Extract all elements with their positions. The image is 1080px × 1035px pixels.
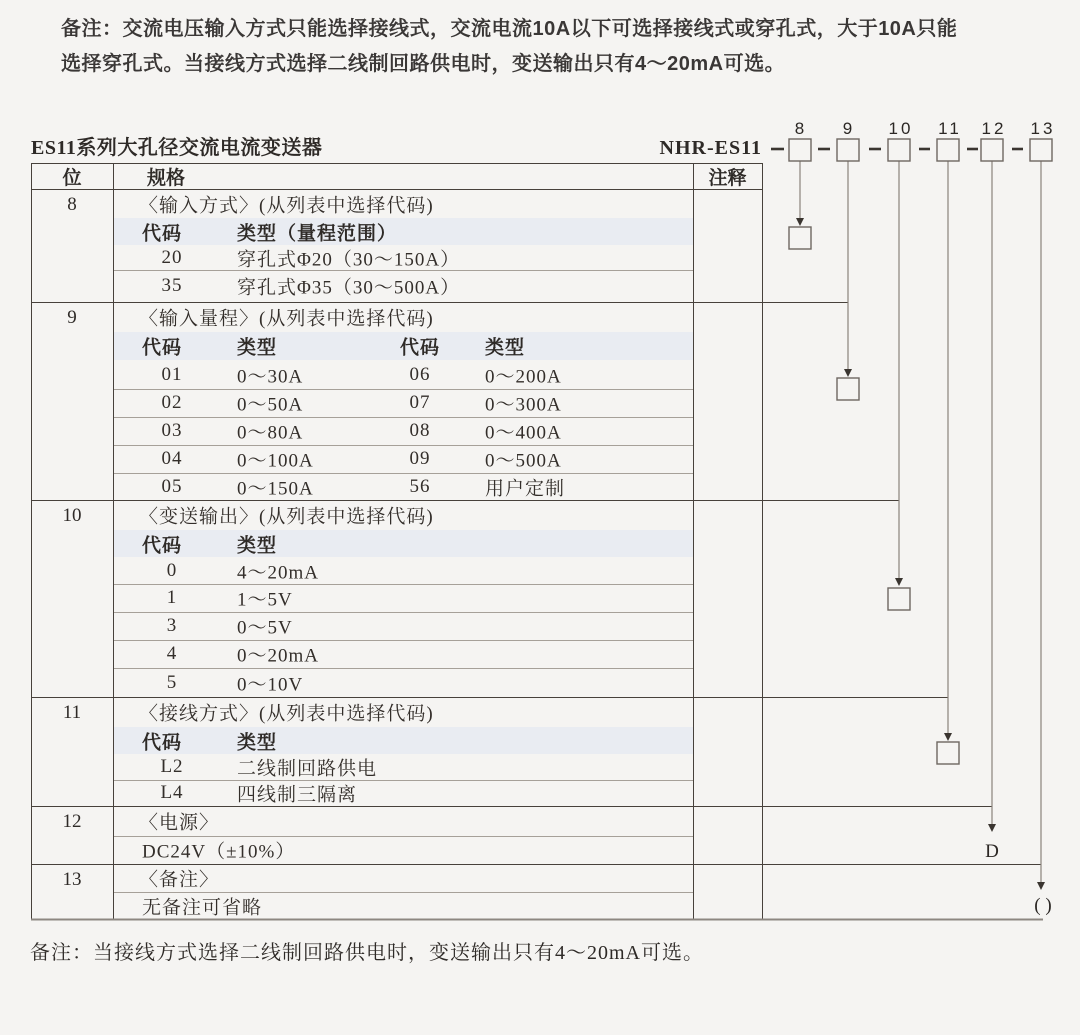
digit-label-13: 13 [1030, 119, 1056, 138]
type-cell: 0～500A [485, 450, 562, 472]
top-note [61, 12, 1051, 82]
type-cell: 0～400A [485, 422, 562, 444]
type-cell: 0～20mA [237, 645, 320, 667]
digit-label-9: 9 [842, 119, 856, 138]
model-code: NHR-ES11 [659, 137, 762, 159]
position-number: 12 [62, 811, 82, 832]
subheader-type: 类型 [237, 535, 278, 556]
type-cell: 0～200A [485, 366, 562, 387]
code-cell: 35 [161, 275, 183, 296]
code-row [113, 270, 693, 302]
code-row [113, 754, 693, 780]
series-title: ES11系列大孔径交流电流变送器 [31, 137, 323, 159]
code-row [113, 389, 693, 417]
type-cell: 0～80A [237, 422, 304, 444]
subheader-code: 代码 [142, 337, 183, 359]
value-cell: 无备注可省略 [142, 897, 263, 918]
block-title-text: 〈输入方式〉(从列表中选择代码) [139, 195, 434, 216]
top-note-line2: 选择穿孔式。当接线方式选择二线制回路供电时，变送输出只有4～20mA可选。 [61, 53, 786, 75]
type-cell: 0～50A [237, 394, 304, 416]
block-title [113, 500, 693, 530]
type-cell: 4～20mA [237, 562, 320, 583]
code-cell: 56 [409, 475, 431, 497]
block-title-text: 〈变送输出〉(从列表中选择代码) [139, 506, 434, 528]
type-cell: 0～5V [237, 617, 293, 639]
table-block-12 [31, 806, 693, 864]
table-block-13 [31, 864, 693, 919]
code-row [113, 417, 693, 445]
code-boxes [789, 139, 1052, 764]
code-cell: 07 [409, 392, 431, 413]
code-cell: 3 [166, 615, 178, 636]
code-row [113, 445, 693, 473]
digit-label-10: 10 [888, 119, 914, 138]
title-row [31, 134, 762, 160]
arrowheads [796, 218, 1045, 890]
type-cell: 0～150A [237, 478, 314, 499]
code-box-11 [937, 139, 959, 161]
value-row [113, 836, 693, 864]
code-row [113, 473, 693, 500]
subheader-type: 类型（量程范围） [237, 223, 398, 244]
code-box-8 [789, 139, 811, 161]
code-cell: 4 [166, 643, 178, 664]
value-row [113, 892, 693, 919]
bottom-note: 备注：当接线方式选择二线制回路供电时，变送输出只有4～20mA可选。 [30, 942, 704, 964]
position-number: 13 [62, 869, 82, 890]
code-box-13 [1030, 139, 1052, 161]
type-cell: 二线制回路供电 [237, 758, 378, 780]
power-code-letter: D [985, 841, 999, 862]
subheader-type: 类型 [237, 337, 278, 359]
block-title-text: 〈备注〉 [139, 869, 220, 891]
code-cell: 04 [161, 448, 183, 469]
type-cell: 四线制三隔离 [237, 784, 358, 806]
code-row [113, 360, 693, 389]
type-cell: 0～300A [485, 394, 562, 416]
top-note-line1: 备注：交流电压输入方式只能选择接线式，交流电流10A以下可选择接线式或穿孔式，大于10A只能 [61, 18, 958, 40]
type-cell: 0～100A [237, 450, 314, 472]
subheader-code: 代码 [142, 732, 183, 753]
code-cell: 01 [161, 363, 183, 385]
code-cell: 5 [166, 671, 178, 693]
selection-box-11 [937, 742, 959, 764]
block-title-text: 〈输入量程〉(从列表中选择代码) [139, 308, 434, 330]
code-cell: 05 [161, 475, 183, 497]
code-row [113, 245, 693, 270]
code-row [113, 780, 693, 806]
code-cell: 0 [166, 559, 178, 581]
subheader-code: 代码 [142, 535, 183, 556]
subheader-type: 类型 [485, 337, 526, 359]
digit-label-12: 12 [981, 119, 1007, 138]
code-box-9 [837, 139, 859, 161]
table-block-8 [31, 189, 693, 302]
code-subheader [113, 218, 693, 245]
code-row [113, 557, 693, 584]
block-title [113, 864, 693, 892]
block-title [113, 302, 693, 332]
column-header-note: 注释 [708, 167, 747, 189]
column-header-position: 位 [62, 167, 82, 189]
block-title-text: 〈电源〉 [139, 812, 220, 834]
code-row [113, 668, 693, 697]
code-box-12 [981, 139, 1003, 161]
code-row [113, 640, 693, 668]
type-cell: 用户定制 [485, 478, 566, 499]
code-row [113, 612, 693, 640]
block-title [113, 697, 693, 727]
code-cell: 09 [409, 448, 431, 469]
table-block-11 [31, 697, 693, 806]
code-cell: L4 [160, 782, 184, 803]
type-cell: 0～10V [237, 674, 304, 695]
selection-box-9 [837, 378, 859, 400]
code-cell: 1 [166, 587, 178, 608]
code-cell: 20 [161, 246, 183, 268]
code-subheader [113, 332, 693, 360]
code-cell: L2 [160, 756, 184, 777]
pointer-lines [800, 161, 1041, 882]
code-row [113, 584, 693, 612]
selection-box-8 [789, 227, 811, 249]
type-cell: 穿孔式Φ20（30～150A） [237, 249, 461, 270]
block-title-text: 〈接线方式〉(从列表中选择代码) [139, 703, 434, 725]
position-number: 8 [67, 194, 77, 215]
block-title [113, 189, 693, 218]
type-cell: 0～30A [237, 366, 304, 387]
code-cell: 03 [161, 420, 183, 441]
digit-labels [795, 119, 1056, 138]
code-cell: 02 [161, 392, 183, 413]
block-title [113, 806, 693, 836]
code-cell: 08 [409, 420, 431, 441]
selection-box-10 [888, 588, 910, 610]
value-cell: DC24V（±10%） [142, 841, 296, 863]
type-cell: 1～5V [237, 589, 293, 611]
subheader-code: 代码 [142, 223, 183, 244]
code-box-10 [888, 139, 910, 161]
position-number: 10 [62, 505, 82, 526]
subheader-code: 代码 [400, 337, 441, 359]
digit-label-11: 11 [938, 119, 962, 138]
position-number: 11 [62, 702, 82, 723]
table-block-9 [31, 302, 693, 500]
position-number: 9 [67, 307, 77, 328]
digit-label-8: 8 [794, 119, 808, 138]
remark-placeholder: ( ) [1034, 895, 1052, 916]
code-subheader [113, 530, 693, 557]
code-cell: 06 [409, 363, 431, 385]
subheader-type: 类型 [237, 732, 278, 753]
column-header-spec: 规格 [147, 167, 186, 189]
table-block-10 [31, 500, 693, 697]
type-cell: 穿孔式Φ35（30～500A） [237, 277, 461, 299]
code-subheader [113, 727, 693, 754]
